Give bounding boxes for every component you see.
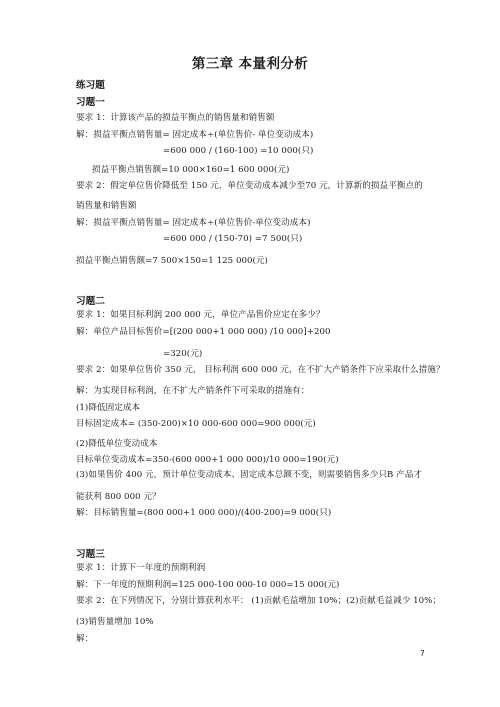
exercise-1-requirement-2: 要求 2：假定单位售价降低至 150 元，单位变动成本减少至70 元，计算新的损益平衡点的 xyxy=(76,181,423,191)
exercise-3-requirement-2: (3)销售量增加 10% xyxy=(76,617,154,627)
exercise-3-solution-2: 解： xyxy=(76,634,94,644)
exercise-1-solution-line: 损益平衡点销售额=10 000×160=1 600 000(元) xyxy=(92,165,290,175)
exercise-3-requirement-1: 要求 1：计算下一年度的预期利润 xyxy=(76,563,206,573)
page-title: 第三章 本量利分析 xyxy=(191,56,309,72)
exercise-1-solution-line: =600 000 / (160-100) =10 000(只) xyxy=(163,146,314,156)
exercise-1-solution-2-line: =600 000 / (150-70) =7 500(只) xyxy=(163,234,303,244)
exercise-2-measure-2-title: (2)降低单位变动成本 xyxy=(76,439,158,449)
exercise-2-measure-2-calc: 目标单位变动成本=350-(600 000+1 000 000)/10 000=190(元) xyxy=(76,455,339,465)
exercise-1-heading: 习题一 xyxy=(76,97,105,108)
exercise-1-solution-2-line: 解：损益平衡点销售量= 固定成本÷(单位售价-单位变动成本) xyxy=(76,218,311,228)
exercise-1-solution-2-line: 损益平衡点销售额=7 500×150=1 125 000(元) xyxy=(76,256,268,266)
exercise-2-requirement-1: 要求 1：如果目标利润 200 000 元，单位产品售价应定在多少？ xyxy=(76,310,325,320)
exercise-2-requirement-2: 要求 2：如果单位售价 350 元， 目标利润 600 000 元，在不扩大产销条件下应采取什么措施？ xyxy=(76,365,445,375)
exercise-2-measure-1-title: (1)降低固定成本 xyxy=(76,403,141,413)
exercise-2-measure-3: 能获利 800 000 元？ xyxy=(76,492,161,502)
exercise-3-requirement-2: 要求 2：在下列情况下，分别计算获利水平： (1)贡献毛益增加 10%；(2)贡献毛益减少 10%； xyxy=(76,596,442,606)
exercise-2-measure-3: (3)如果售价 400 元，预计单位变动成本、固定成本总额不变，则需要销售多少只B 产品才 xyxy=(76,470,423,480)
exercise-2-measure-3-solution: 解：目标销售量=(800 000+1 000 000)/(400-200)=9 000(只) xyxy=(76,508,332,518)
exercise-2-measure-1-calc: 目标固定成本= (350-200)×10 000-600 000=900 000(元) xyxy=(76,419,316,429)
exercise-2-solution-line: =320(元) xyxy=(163,349,203,359)
exercise-3-heading: 习题三 xyxy=(76,549,105,560)
exercise-2-solution-line: 解：单位产品目标售价=[(200 000+1 000 000) /10 000]+200 xyxy=(76,327,331,337)
exercise-3-solution-1: 解：下一年度的预期利润=125 000-100 000-10 000=15 000(元) xyxy=(76,580,340,590)
page-number: 7 xyxy=(420,649,425,658)
exercise-2-solution-intro: 解：为实现目标利润，在不扩大产销条件下可采取的措施有： xyxy=(76,386,310,396)
exercise-1-solution-line: 解：损益平衡点销售量= 固定成本÷(单位售价- 单位变动成本) xyxy=(76,130,314,140)
section-heading: 练习题 xyxy=(76,80,105,91)
exercise-1-requirement-2: 销售量和销售额 xyxy=(76,201,137,211)
exercise-1-requirement-1: 要求 1：计算该产品的损益平衡点的销售量和销售额 xyxy=(76,113,275,123)
exercise-2-heading: 习题二 xyxy=(76,296,105,307)
